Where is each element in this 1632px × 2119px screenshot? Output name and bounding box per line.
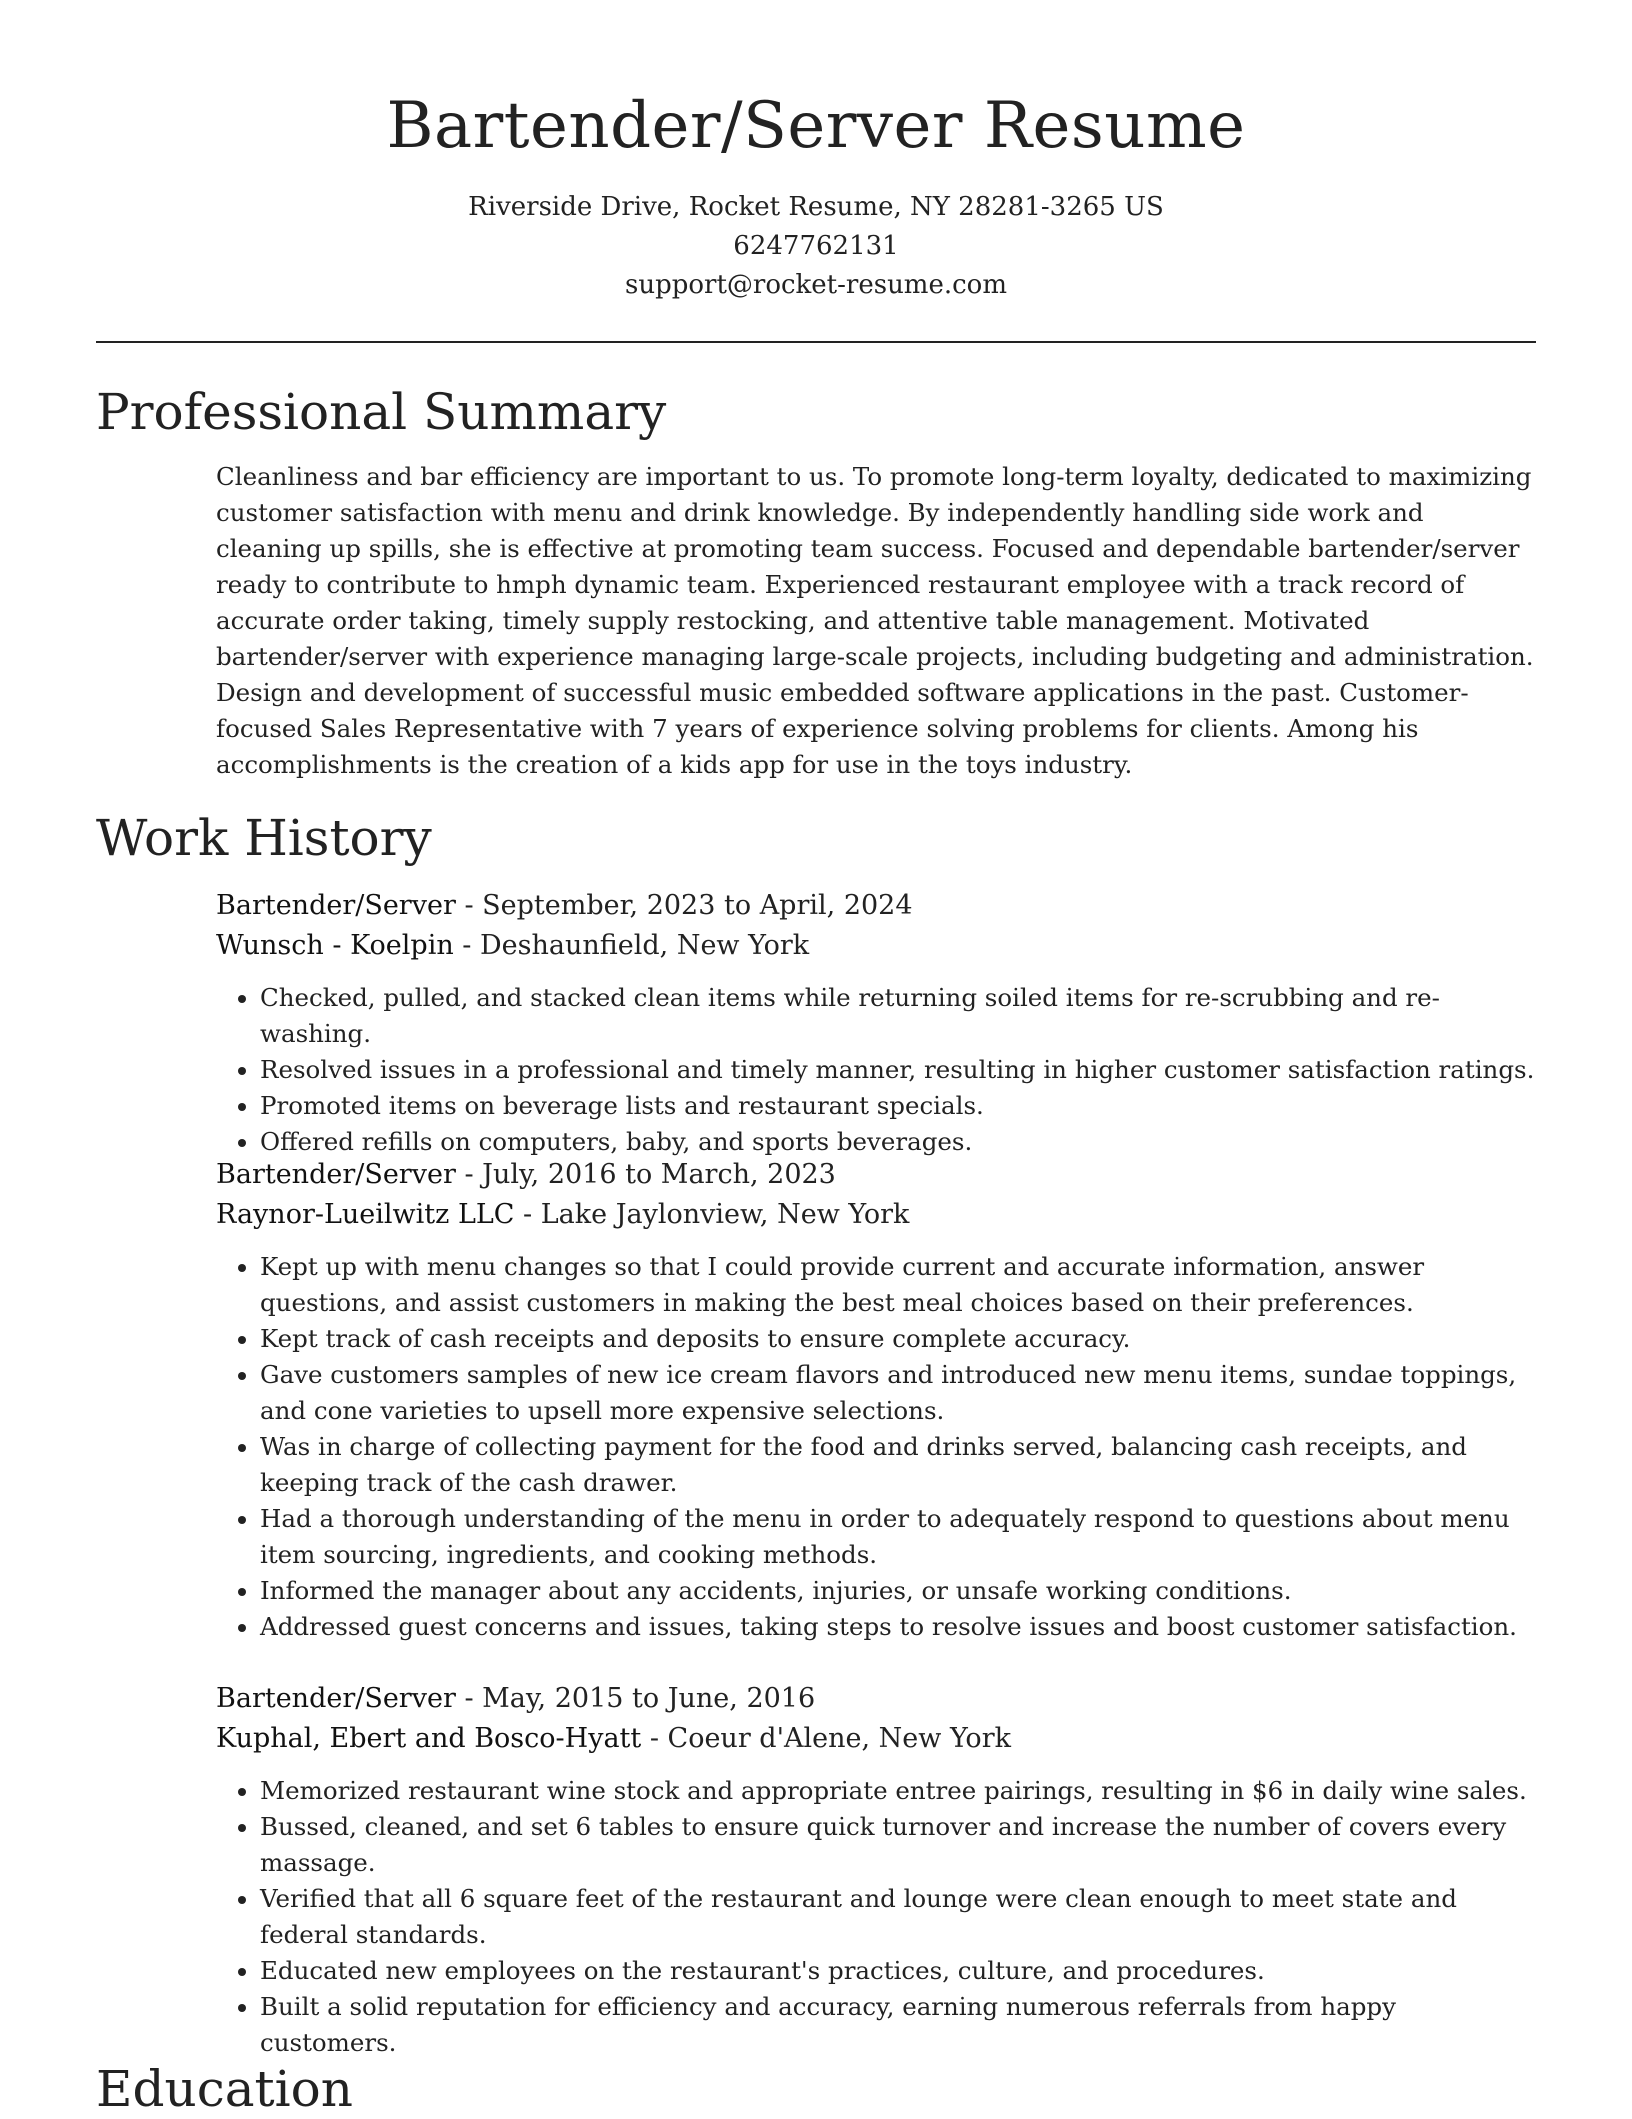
bullet-item: • Offered refills on computers, baby, and sports beverages. xyxy=(260,1124,1536,1160)
job-company: Raynor-Lueilwitz LLC xyxy=(216,1199,515,1230)
job-company-line xyxy=(216,1195,1536,1235)
job-role: Bartender/Server xyxy=(216,1683,456,1714)
job-dates: - May, 2015 to June, 2016 xyxy=(455,1683,816,1714)
bullet-item: • Gave customers samples of new ice cream flavors and introduced new menu items, sundae toppings, and cone varieties to upsell more expensive selections. xyxy=(260,1357,1536,1429)
job-title-line xyxy=(216,1155,1536,1195)
job-location: - Lake Jaylonview, New York xyxy=(514,1199,910,1230)
contact-info xyxy=(0,188,1632,305)
job-company: Wunsch - Koelpin xyxy=(216,930,454,961)
bullet-item: • Verified that all 6 square feet of the restaurant and lounge were clean enough to meet state and federal standards. xyxy=(260,1881,1536,1953)
bullet-item: • Bussed, cleaned, and set 6 tables to ensure quick turnover and increase the number of covers every massage. xyxy=(260,1809,1536,1881)
resume-header xyxy=(0,0,1632,305)
phone: 6247762131 xyxy=(733,231,899,261)
header-divider xyxy=(96,341,1536,343)
job-role: Bartender/Server xyxy=(216,1159,456,1190)
resume-title: Bartender/Server Resume xyxy=(386,89,1246,163)
bullet-item: • Promoted items on beverage lists and restaurant specials. xyxy=(260,1088,1536,1124)
job-title-line xyxy=(216,886,1536,926)
job-bullets xyxy=(216,980,1536,1160)
email[interactable]: support@rocket-resume.com xyxy=(624,270,1007,300)
bullet-item: • Educated new employees on the restaurant's practices, culture, and procedures. xyxy=(260,1953,1536,1989)
job-dates: - July, 2016 to March, 2023 xyxy=(455,1159,836,1190)
summary-text: Cleanliness and bar efficiency are important to us. To promote long-term loyalty, dedicated to maximizing customer satisfaction with menu and drink knowledge. By independently handling side work and cleaning up spills, she is effective at promoting team success. Focused and dependable bartender/server ready to contribute to hmph dynamic team. Experienced restaurant employee with a track record of accurate order taking, timely supply restocking, and attentive table management. Motivated bartender/server with experience managing large-scale projects, including budgeting and administration. Design and development of successful music embedded software applications in the past. Customer-focused Sales Representative with 7 years of experience solving problems for clients. Among his accomplishments is the creation of a kids app for use in the toys industry. xyxy=(216,462,1534,779)
job-bullets xyxy=(216,1773,1536,2061)
job-company: Kuphal, Ebert and Bosco-Hyatt xyxy=(216,1723,642,1754)
bullet-item: • Checked, pulled, and stacked clean items while returning soiled items for re-scrubbing and re-washing. xyxy=(260,980,1536,1052)
bullet-item: • Addressed guest concerns and issues, taking steps to resolve issues and boost customer satisfaction. xyxy=(260,1609,1536,1645)
education-heading: Education xyxy=(96,2060,353,2118)
bullet-item: • Kept track of cash receipts and deposits to ensure complete accuracy. xyxy=(260,1321,1536,1357)
job-company-line xyxy=(216,1719,1536,1759)
job-title-line xyxy=(216,1679,1536,1719)
summary-section xyxy=(216,459,1536,783)
work-history-heading: Work History xyxy=(96,809,432,867)
job-company-line xyxy=(216,926,1536,966)
bullet-item: • Memorized restaurant wine stock and appropriate entree pairings, resulting in $6 in daily wine sales. xyxy=(260,1773,1536,1809)
address: Riverside Drive, Rocket Resume, NY 28281-3265 US xyxy=(468,192,1164,222)
job-entry xyxy=(216,886,1536,1160)
bullet-item: • Built a solid reputation for efficiency and accuracy, earning numerous referrals from happy customers. xyxy=(260,1989,1536,2061)
job-entry xyxy=(216,1679,1536,2061)
bullet-item: • Resolved issues in a professional and timely manner, resulting in higher customer satisfaction ratings. xyxy=(260,1052,1536,1088)
job-location: - Deshaunfield, New York xyxy=(453,930,810,961)
job-bullets xyxy=(216,1249,1536,1645)
bullet-item: • Was in charge of collecting payment for the food and drinks served, balancing cash receipts, and keeping track of the cash drawer. xyxy=(260,1429,1536,1501)
summary-heading: Professional Summary xyxy=(96,383,667,441)
bullet-item: • Informed the manager about any accidents, injuries, or unsafe working conditions. xyxy=(260,1573,1536,1609)
job-role: Bartender/Server xyxy=(216,890,456,921)
bullet-item: • Kept up with menu changes so that I could provide current and accurate information, answer questions, and assist customers in making the best meal choices based on their preferences. xyxy=(260,1249,1536,1321)
job-dates: - September, 2023 to April, 2024 xyxy=(455,890,913,921)
job-entry xyxy=(216,1155,1536,1645)
job-location: - Coeur d'Alene, New York xyxy=(641,1723,1011,1754)
bullet-item: • Had a thorough understanding of the menu in order to adequately respond to questions about menu item sourcing, ingredients, and cooking methods. xyxy=(260,1501,1536,1573)
